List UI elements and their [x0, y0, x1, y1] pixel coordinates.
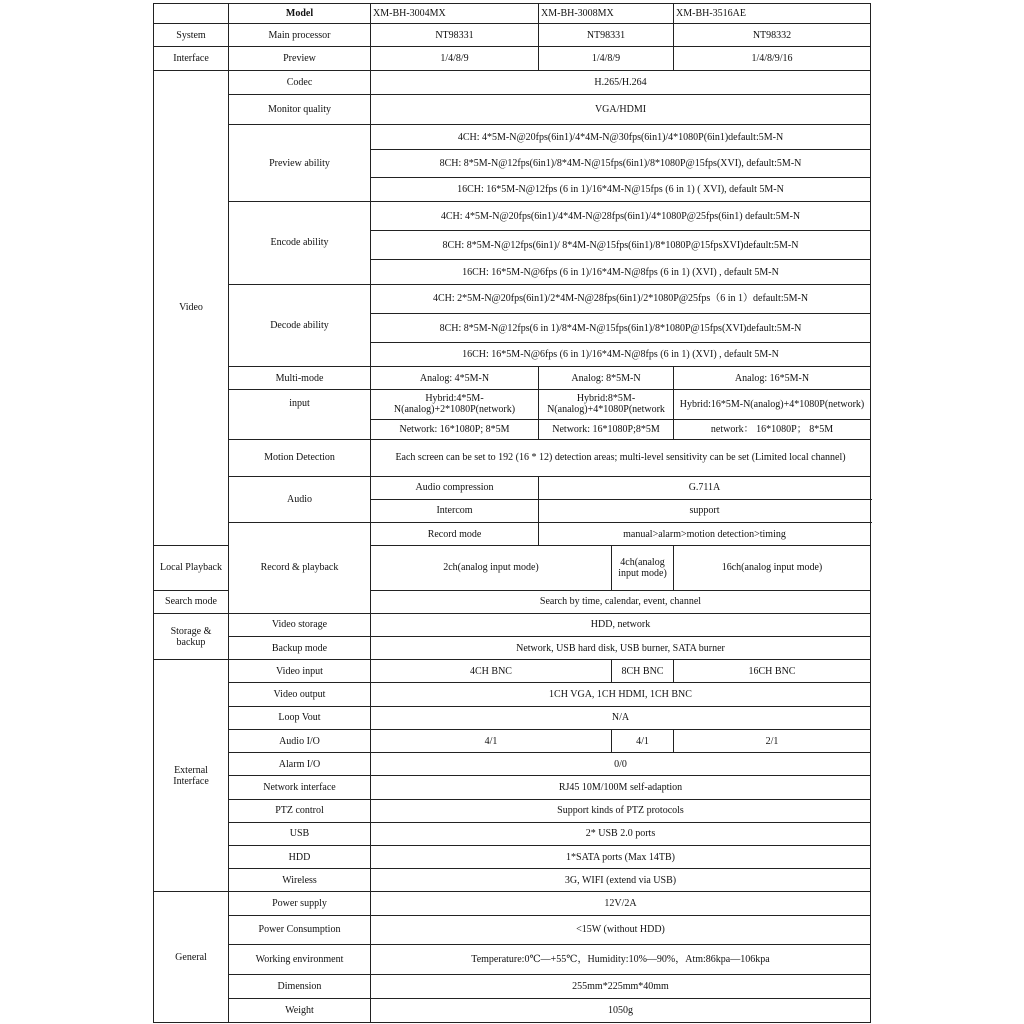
motion-detection-value: Each screen can be set to 192 (16 * 12) detection areas; multi-level sensitivity can be set (Limited local channel) — [371, 440, 871, 476]
network-interface-label: Network interface — [229, 776, 371, 799]
row-backup-mode — [154, 637, 871, 660]
multimode-label: Multi-mode — [229, 367, 371, 389]
encode-ability-line: 8CH: 8*5M-N@12fps(6in1)/ 8*4M-N@15fps(6in1)/8*1080P@15fpsXVI)default:5M-N — [371, 231, 871, 260]
working-environment-value: Temperature:0℃—+55℃，Humidity:10%—90%，Atm:86kpa—106kpa — [371, 944, 871, 974]
preview-value: 1/4/8/9 — [539, 47, 674, 70]
alarm-io-value: 0/0 — [371, 753, 871, 776]
row-codec — [154, 70, 871, 94]
row-video-output — [154, 683, 871, 706]
search-mode-value: Search by time, calendar, event, channel — [371, 590, 871, 613]
row-motion-detection — [154, 440, 871, 476]
dimension-value: 255mm*225mm*40mm — [371, 975, 871, 999]
monitor-quality-label: Monitor quality — [229, 94, 371, 124]
codec-value: H.265/H.264 — [371, 70, 871, 94]
usb-value: 2* USB 2.0 ports — [371, 822, 871, 845]
video-storage-label: Video storage — [229, 613, 371, 636]
decode-ability-line: 8CH: 8*5M-N@12fps(6 in 1)/8*4M-N@15fps(6in1)/8*1080P@15fps(XVI)default:5M-N — [371, 313, 871, 342]
loop-vout-label: Loop Vout — [229, 706, 371, 729]
row-audio-io — [154, 729, 871, 752]
local-playback-value: 4ch(analog input mode) — [612, 546, 674, 590]
row-ptz-control — [154, 799, 871, 822]
row-alarm-io — [154, 753, 871, 776]
multimode-analog: Analog: 4*5M-N — [371, 367, 539, 389]
preview-ability-line: 16CH: 16*5M-N@12fps (6 in 1)/16*4M-N@15fps (6 in 1) ( XVI), default 5M-N — [371, 177, 871, 201]
model-3004mx: XM-BH-3004MX — [371, 4, 539, 24]
audio-io-label: Audio I/O — [229, 729, 371, 752]
row-encode-ability — [154, 201, 871, 230]
multimode-network: network： 16*1080P； 8*5M — [674, 419, 871, 439]
row-monitor-quality — [154, 94, 871, 124]
weight-value: 1050g — [371, 999, 871, 1023]
record-mode-label: Record mode — [371, 522, 539, 545]
local-playback-value: 2ch(analog input mode) — [371, 546, 612, 590]
intercom-label: Intercom — [371, 499, 539, 522]
row-loop-vout — [154, 706, 871, 729]
power-consumption-value: <15W (without HDD) — [371, 915, 871, 944]
multimode-hybrid: Hybrid:8*5M-N(analog)+4*1080P(network — [539, 389, 674, 419]
preview-value: 1/4/8/9 — [371, 47, 539, 70]
model-3008mx: XM-BH-3008MX — [539, 4, 674, 24]
multimode-network: Network: 16*1080P; 8*5M — [371, 419, 539, 439]
hdd-label: HDD — [229, 846, 371, 869]
audio-compression-label: Audio compression — [371, 476, 539, 499]
weight-label: Weight — [229, 999, 371, 1023]
video-input-label: Video input — [229, 660, 371, 683]
power-consumption-label: Power Consumption — [229, 915, 371, 944]
power-supply-value: 12V/2A — [371, 892, 871, 915]
section-interface: Interface — [154, 47, 229, 70]
video-input-value: 8CH BNC — [612, 660, 674, 683]
row-usb — [154, 822, 871, 845]
multimode-hybrid: Hybrid:4*5M-N(analog)+2*1080P(network) — [371, 389, 539, 419]
video-input-value: 4CH BNC — [371, 660, 612, 683]
video-input-value: 16CH BNC — [674, 660, 871, 683]
decode-ability-label: Decode ability — [229, 284, 371, 367]
row-main-processor — [154, 24, 871, 47]
section-storage-backup: Storage & backup — [154, 613, 229, 659]
main-processor-value: NT98332 — [674, 24, 871, 47]
video-output-value: 1CH VGA, 1CH HDMI, 1CH BNC — [371, 683, 871, 706]
preview-ability-line: 4CH: 4*5M-N@20fps(6in1)/4*4M-N@30fps(6in1)/4*1080P(6in1)default:5M-N — [371, 125, 871, 150]
row-record-mode — [154, 522, 871, 545]
encode-ability-line: 4CH: 4*5M-N@20fps(6in1)/4*4M-N@28fps(6in1)/4*1080P@25fps(6in1) default:5M-N — [371, 201, 871, 230]
row-multimode-hybrid — [154, 389, 871, 419]
hdd-value: 1*SATA ports (Max 14TB) — [371, 846, 871, 869]
row-weight — [154, 999, 871, 1023]
header-blank — [154, 4, 229, 24]
backup-mode-label: Backup mode — [229, 637, 371, 660]
preview-ability-line: 8CH: 8*5M-N@12fps(6in1)/8*4M-N@15fps(6in1)/8*1080P@15fps(XVI), default:5M-N — [371, 150, 871, 177]
main-processor-value: NT98331 — [539, 24, 674, 47]
backup-mode-value: Network, USB hard disk, USB burner, SATA burner — [371, 637, 871, 660]
row-audio-compression — [154, 476, 871, 499]
multimode-input-label: input — [229, 389, 371, 439]
local-playback-value: 16ch(analog input mode) — [674, 546, 871, 590]
network-interface-value: RJ45 10M/100M self-adaption — [371, 776, 871, 799]
row-wireless — [154, 869, 871, 892]
main-processor-label: Main processor — [229, 24, 371, 47]
preview-value: 1/4/8/9/16 — [674, 47, 871, 70]
row-hdd — [154, 846, 871, 869]
encode-ability-line: 16CH: 16*5M-N@6fps (6 in 1)/16*4M-N@8fps (6 in 1) (XVI) , default 5M-N — [371, 260, 871, 284]
preview-label: Preview — [229, 47, 371, 70]
model-3516ae: XM-BH-3516AE — [674, 4, 871, 24]
motion-detection-label: Motion Detection — [229, 440, 371, 476]
wireless-value: 3G, WIFI (extend via USB) — [371, 869, 871, 892]
row-preview-ability — [154, 125, 871, 150]
audio-io-value: 4/1 — [371, 729, 612, 752]
encode-ability-label: Encode ability — [229, 201, 371, 284]
section-external-interface: External Interface — [154, 660, 229, 892]
multimode-analog: Analog: 8*5M-N — [539, 367, 674, 389]
preview-ability-label: Preview ability — [229, 125, 371, 202]
multimode-analog: Analog: 16*5M-N — [674, 367, 871, 389]
row-power-supply — [154, 892, 871, 915]
row-video-storage — [154, 613, 871, 636]
spec-table — [153, 3, 871, 1023]
dimension-label: Dimension — [229, 975, 371, 999]
video-output-label: Video output — [229, 683, 371, 706]
main-processor-value: NT98331 — [371, 24, 539, 47]
section-video: Video — [154, 70, 229, 546]
ptz-control-value: Support kinds of PTZ protocols — [371, 799, 871, 822]
row-preview — [154, 47, 871, 70]
alarm-io-label: Alarm I/O — [229, 753, 371, 776]
multimode-network: Network: 16*1080P;8*5M — [539, 419, 674, 439]
video-storage-value: HDD, network — [371, 613, 871, 636]
row-network-interface — [154, 776, 871, 799]
intercom-value: support — [539, 499, 871, 522]
local-playback-label: Local Playback — [154, 546, 229, 590]
row-working-environment — [154, 944, 871, 974]
usb-label: USB — [229, 822, 371, 845]
section-system: System — [154, 24, 229, 47]
monitor-quality-value: VGA/HDMI — [371, 94, 871, 124]
row-decode-ability — [154, 284, 871, 313]
row-dimension — [154, 975, 871, 999]
audio-io-value: 2/1 — [674, 729, 871, 752]
header-row — [154, 4, 871, 24]
row-power-consumption — [154, 915, 871, 944]
working-environment-label: Working environment — [229, 944, 371, 974]
record-mode-value: manual>alarm>motion detection>timing — [539, 522, 871, 545]
codec-label: Codec — [229, 70, 371, 94]
decode-ability-line: 4CH: 2*5M-N@20fps(6in1)/2*4M-N@28fps(6in1)/2*1080P@25fps（6 in 1）default:5M-N — [371, 284, 871, 313]
decode-ability-line: 16CH: 16*5M-N@6fps (6 in 1)/16*4M-N@8fps (6 in 1) (XVI) , default 5M-N — [371, 343, 871, 367]
loop-vout-value: N/A — [371, 706, 871, 729]
section-general: General — [154, 892, 229, 1023]
power-supply-label: Power supply — [229, 892, 371, 915]
section-record-playback: Record & playback — [229, 522, 371, 613]
audio-io-value: 4/1 — [612, 729, 674, 752]
multimode-hybrid: Hybrid:16*5M-N(analog)+4*1080P(network) — [674, 389, 871, 419]
search-mode-label: Search mode — [154, 590, 229, 613]
audio-compression-value: G.711A — [539, 476, 871, 499]
row-multimode-analog — [154, 367, 871, 389]
section-audio: Audio — [229, 476, 371, 522]
ptz-control-label: PTZ control — [229, 799, 371, 822]
model-label: Model — [229, 4, 371, 24]
wireless-label: Wireless — [229, 869, 371, 892]
row-video-input — [154, 660, 871, 683]
